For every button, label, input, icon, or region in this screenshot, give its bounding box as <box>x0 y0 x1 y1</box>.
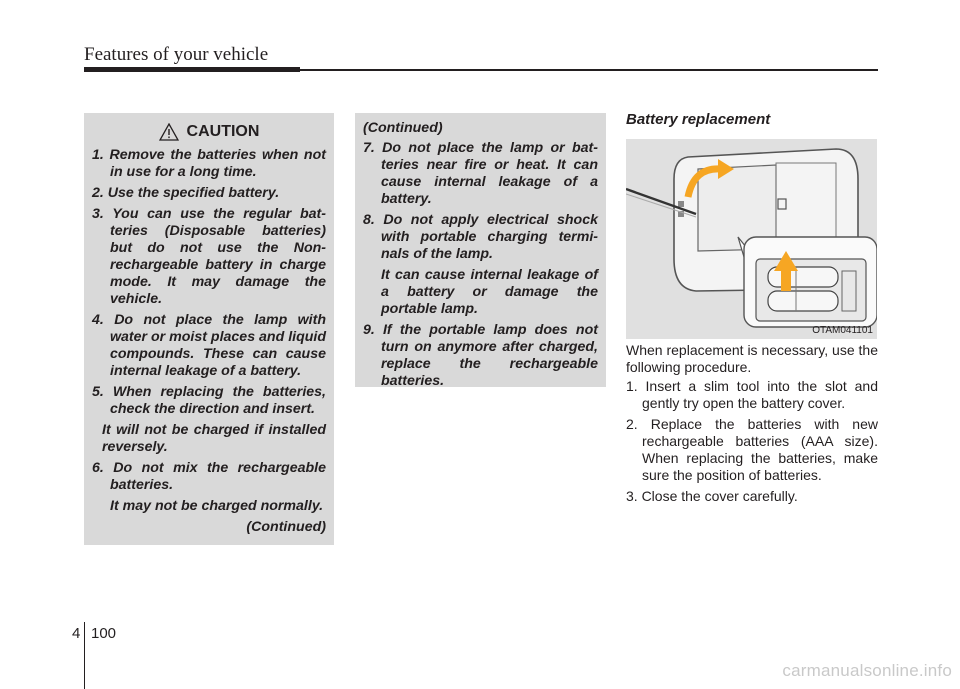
caution-item-8: 8. Do not apply electrical shock with portable charging terminals of the lamp. <box>363 212 598 262</box>
procedure-step-3: 3. Close the cover carefully. <box>626 488 798 504</box>
caution-item-4: 4. Do not place the lamp with water or moist places and liquid compounds. These can cause internal leakage of a battery. <box>92 312 327 379</box>
header-rule-thick <box>84 67 300 72</box>
caution-item-7: 7. Do not place the lamp or batteries near fire or heat. It can cause internal leakage of a battery. <box>363 140 598 207</box>
caution-note-8: It can cause internal leakage of a battery or damage the portable lamp. <box>381 267 598 317</box>
caution-note-6: It may not be charged normally. <box>110 498 324 514</box>
caution-item-5: 5. When replacing the batteries, check the direction and insert. <box>92 384 326 417</box>
procedure-step-2: 2. Replace the batteries with new rechargeable batteries (AAA size). When replacing the batteries, make sure the position of batteries. <box>626 416 878 483</box>
continued-label-bottom: (Continued) <box>246 519 326 535</box>
section-title: Battery replacement <box>626 111 771 128</box>
caution-heading <box>92 123 326 141</box>
section-intro: When replacement is necessary, use the following procedure. <box>626 342 878 375</box>
page-number: 100 <box>91 625 117 642</box>
section-body <box>626 342 878 509</box>
caution-panel <box>84 113 334 545</box>
battery-lamp-illustration <box>626 139 877 339</box>
caution-panel-continued <box>355 113 606 387</box>
caution-item-6: 6. Do not mix the rechargeable batteries. <box>92 460 326 493</box>
chapter-number: 4 <box>72 625 81 642</box>
caution-item-2: 2. Use the specified battery. <box>92 185 280 201</box>
continued-label-top: (Continued) <box>363 120 443 136</box>
footer-separator <box>84 622 85 689</box>
caution-title: CAUTION <box>186 123 260 140</box>
figure-code: OTAM041101 <box>812 325 873 336</box>
page-header-title: Features of your vehicle <box>84 44 269 65</box>
caution-item-9: 9. If the portable lamp does not turn on anymore after charged, replace the rechargeable batteries. <box>363 322 598 389</box>
procedure-step-1: 1. Insert a slim tool into the slot and gently try open the battery cover. <box>626 378 878 411</box>
warning-triangle-icon <box>159 123 179 141</box>
battery-replacement-figure <box>626 139 877 339</box>
header-rule-thin <box>300 69 878 71</box>
caution-item-3: 3. You can use the regular batteries (Disposable batteries) but do not use the Non-rechargeable battery in charge mode. It may damage the vehicle. <box>92 206 326 307</box>
caution-note-5: It will not be charged if installed reversely. <box>102 422 326 455</box>
caution-item-1: 1. Remove the batteries when not in use for a long time. <box>92 147 326 180</box>
watermark: carmanualsonline.info <box>782 661 952 680</box>
